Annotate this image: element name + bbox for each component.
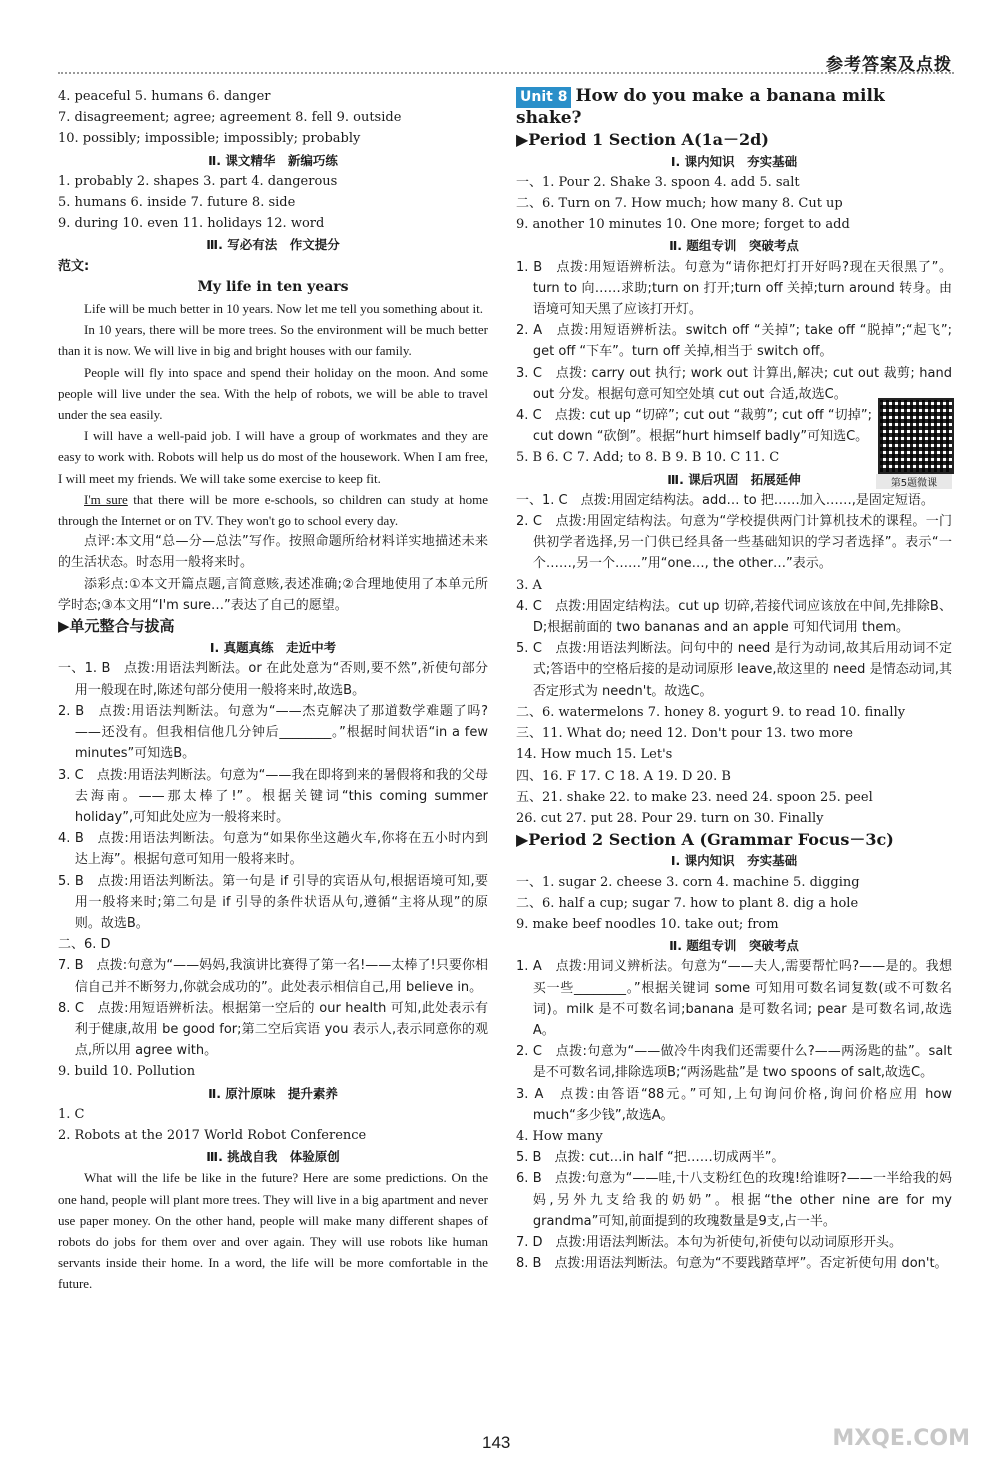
answer-item: 2. C 点拨:用固定结构法。句意为“学校提供两门计算机技术的课程。一门供初学者选择,另一门供已经具备一些基础知识的学习者选择”。表示“一个……,另一个……”用“one…, the other…”表示。 xyxy=(516,514,952,572)
unit-review-heading: ▶单元整合与拔高 xyxy=(58,617,175,636)
section-heading: Ⅱ. 课文精华 新编巧练 xyxy=(208,152,338,168)
left-column xyxy=(58,86,488,1295)
unit-badge: Unit 8 xyxy=(516,87,571,108)
qr-code-icon[interactable] xyxy=(878,398,954,474)
answer-line: 9. another 10 minutes 10. One more; forget to add xyxy=(516,217,850,233)
section-heading: Ⅲ. 写必有法 作文提分 xyxy=(206,237,340,253)
answer-item: 7. D 点拨:用语法判断法。本句为祈使句,祈使句以动词原形开头。 xyxy=(516,1234,903,1250)
essay-paragraph xyxy=(58,489,488,531)
qr-label: 第5题微课 xyxy=(876,474,952,489)
answer-line: 五、21. shake 22. to make 23. need 24. spoon 25. peel xyxy=(516,789,873,805)
answer-item: 5. B 点拨:用语法判断法。第一句是 if 引导的宾语从句,根据语境可知,要用一般将来时;第二句是 if 引导的条件状语从句,遵循“主将从现”的原则。故选B。 xyxy=(58,873,488,931)
answer-item: 2. B 点拨:用语法判断法。句意为“——杰克解决了那道数学难题了吗?——还没有。但我相信他几分钟后________。”根据时间状语“in a few minutes”可知选B。 xyxy=(58,703,488,762)
answer-line: 一、1. sugar 2. cheese 3. corn 4. machine 5. digging xyxy=(516,874,860,890)
essay-paragraph: People will fly into space and spend their holiday on the moon. And some people will live under the sea. With the help of robots, we will be able to travel under the sea easily. xyxy=(58,364,488,423)
section-heading: Ⅱ. 题组专训 突破考点 xyxy=(669,238,799,254)
underlined-phrase: I'm sure xyxy=(84,491,128,507)
unit-title xyxy=(516,86,952,129)
answer-line: 4. How many xyxy=(516,1128,603,1144)
highlight-note: 添彩点:①本文开篇点题,言简意赅,表述准确;②合理地使用了本单元所学时态;③本文用“I'm sure…”表达了自己的愿望。 xyxy=(58,576,488,613)
answer-item: 7. B 点拨:句意为“——妈妈,我演讲比赛得了第一名!——太棒了!只要你相信自己并不断努力,你就会成功的”。此处表示相信自己,用 believe in。 xyxy=(58,958,488,995)
section-heading: Ⅲ. 课后巩固 拓展延伸 xyxy=(667,471,801,487)
essay-paragraph: Life will be much better in 10 years. Now let me tell you something about it. xyxy=(84,301,483,317)
answer-line: 四、16. F 17. C 18. A 19. D 20. B xyxy=(516,768,731,784)
answer-line: 4. peaceful 5. humans 6. danger xyxy=(58,89,271,104)
essay-paragraph: I will have a well-paid job. I will have a group of workmates and they are easy to work with. Robots will help us do most of the housework. When I am free, I will meet my friends. We will take some exercise to keep fit. xyxy=(58,428,488,486)
answer-item: 3. A 点拨:由答语“88元。”可知,上句询问价格,询问价格应用 how much“多少钱”,故选A。 xyxy=(516,1086,952,1123)
answer-line: 9. during 10. even 11. holidays 12. word xyxy=(58,216,325,232)
answer-line: 2. Robots at the 2017 World Robot Conference xyxy=(58,1127,367,1143)
answer-line: 二、6. Turn on 7. How much; how many 8. Cut up xyxy=(516,196,843,212)
answer-item: 一、1. C 点拨:用固定结构法。add… to 把……加入……,是固定短语。 xyxy=(516,492,934,508)
answer-item: 8. B 点拨:用语法判断法。句意为“不要践踏草坪”。否定祈使句用 don't。 xyxy=(516,1256,948,1272)
answer-item: 4. B 点拨:用语法判断法。句意为“如果你坐这趟火车,你将在五小时内到达上海”。根据句意可知用一般将来时。 xyxy=(58,831,488,868)
answer-line: 5. B 6. C 7. Add; to 8. B 9. B 10. C 11. C xyxy=(516,450,780,466)
answer-line: 9. make beef noodles 10. take out; from xyxy=(516,916,779,932)
answer-line: 7. disagreement; agree; agreement 8. fell 9. outside xyxy=(58,110,402,126)
answer-line: 1. probably 2. shapes 3. part 4. dangerous xyxy=(58,173,338,189)
answer-item: 2. A 点拨:用短语辨析法。switch off “关掉”; take off “脱掉”;“起飞”; get off “下车”。turn off 关掉,相当于 switch off。 xyxy=(516,323,952,360)
answer-item: 4. C 点拨: cut up “切碎”; cut out “裁剪”; cut off “切掉”; cut down “砍倒”。根据“hurt himself badly”可知选C。 xyxy=(516,408,872,445)
answer-line: 26. cut 27. put 28. Pour 29. turn on 30. Finally xyxy=(516,810,824,826)
answer-item: 3. C 点拨: carry out 执行; work out 计算出,解决; cut out 裁剪; hand out 分发。根据句意可知空处填 cut out 合适,故选C。 xyxy=(516,365,952,402)
essay-title: My life in ten years xyxy=(197,278,349,295)
answer-line: 1. C xyxy=(58,1106,85,1122)
answer-line: 14. How much 15. Let's xyxy=(516,747,673,763)
answer-item: 4. C 点拨:用固定结构法。cut up 切碎,若接代词应该放在中间,先排除B、D;根据前面的 two bananas and an apple 可知代词用 them。 xyxy=(516,598,952,636)
section-heading: Ⅱ. 题组专训 突破考点 xyxy=(669,938,799,954)
period-heading: ▶Period 1 Section A(1a－2d) xyxy=(516,130,769,150)
section-heading: Ⅰ. 课内知识 夯实基础 xyxy=(670,853,798,869)
answer-line: 3. A xyxy=(516,577,542,593)
answer-item: 1. A 点拨:用词义辨析法。句意为“——夫人,需要帮忙吗?——是的。我想买一些________。”根据关键词 some 可知用可数名词复数(或不可数名词)。milk 是不可数名词;banana 是可数名词; pear 是可数名词,故选A。 xyxy=(516,959,952,1038)
header-divider xyxy=(58,72,954,74)
answer-item: 8. C 点拨:用短语辨析法。根据第一空后的 our health 可知,此处表示有利于健康,故用 be good for;第二空后宾语 you 表示人,表示同意你的观点,所以用 agree with。 xyxy=(58,1000,488,1059)
right-column xyxy=(516,86,952,1274)
section-heading: Ⅱ. 原汁原味 提升素养 xyxy=(208,1085,338,1101)
essay-paragraph: In 10 years, there will be more trees. So the environment will be much better than it is now. We will live in big and bright houses with our family. xyxy=(58,322,488,359)
sample-label: 范文: xyxy=(58,258,90,274)
answer-line: 5. humans 6. inside 7. future 8. side xyxy=(58,195,296,211)
answer-line: 二、6. half a cup; sugar 7. how to plant 8. dig a hole xyxy=(516,895,859,911)
answer-item: 一、1. B 点拨:用语法判断法。or 在此处意为“否则,要不然”,祈使句部分用一般现在时,陈述句部分使用一般将来时,故选B。 xyxy=(58,661,488,698)
watermark-logo: MXQE.COM xyxy=(832,1426,970,1451)
answer-item: 5. C 点拨:用语法判断法。问句中的 need 是行为动词,故其后用动词不定式;答语中的空格后接的是动词原形 leave,故这里的 need 是情态动词,其否定形式为 needn't。故选C。 xyxy=(516,641,952,699)
answer-line: 二、6. watermelons 7. honey 8. yogurt 9. to read 10. finally xyxy=(516,704,906,720)
comment: 点评:本文用“总—分—总法”写作。按照命题所给材料详实地描述未来的生活状态。时态用一般将来时。 xyxy=(58,534,488,571)
answer-item: 二、6. D xyxy=(58,937,111,953)
page-number: 143 xyxy=(482,1433,511,1452)
answer-item: 3. C 点拨:用语法判断法。句意为“——我在即将到来的暑假将和我的父母去海南。——那太棒了!”。根据关键词“this coming summer holiday”,可知此处应为一般将来时。 xyxy=(58,767,488,825)
original-paragraph: What will the life be like in the future? Here are some predictions. On the one hand, people will plant more trees. They will live in a big apartment and never use paper money. On the other hand, people will make many different shapes of robots do jobs for them over and over again. They will use robots like human servants inside their home. In a word, the life will be more comfortable in the future. xyxy=(58,1170,488,1292)
answer-item: 2. C 点拨:句意为“——做冷牛肉我们还需要什么?——两汤匙的盐”。salt 是不可数名词,排除选项B;“两汤匙盐”是 two spoons of salt,故选C。 xyxy=(516,1044,952,1081)
running-header: 参考答案及点拨 xyxy=(826,55,952,75)
answer-item: 5. B 点拨: cut…in half “把……切成两半”。 xyxy=(516,1150,785,1166)
section-heading: Ⅰ. 真题真练 走近中考 xyxy=(209,640,337,656)
answer-line: 9. build 10. Pollution xyxy=(58,1064,196,1080)
answer-item: 1. B 点拨:用短语辨析法。句意为“请你把灯打开好吗?现在天很黑了”。turn to 向……求助;turn on 打开;turn off 关掉;turn around 转身。由语境可知天黑了应该打开灯。 xyxy=(516,259,952,318)
answer-line: 一、1. Pour 2. Shake 3. spoon 4. add 5. salt xyxy=(516,174,800,190)
section-heading: Ⅰ. 课内知识 夯实基础 xyxy=(670,153,798,169)
answer-line: 三、11. What do; need 12. Don't pour 13. two more xyxy=(516,726,853,742)
section-heading: Ⅲ. 挑战自我 体验原创 xyxy=(206,1149,340,1165)
answer-line: 10. possibly; impossible; impossibly; probably xyxy=(58,131,361,147)
essay-text: that there will be more e-schools, so children can study at home through the Internet or on TV. They won't go to school every day. xyxy=(58,491,488,529)
answer-item: 6. B 点拨:句意为“——哇,十八支粉红色的玫瑰!给谁呀?——一半给我的妈妈,另外九支给我的奶奶”。根据“the other nine are for my grandma”可知,前面提到的玫瑰数量是9支,占一半。 xyxy=(516,1171,952,1229)
period-heading: ▶Period 2 Section A (Grammar Focus－3c) xyxy=(516,830,894,850)
unit-title-text: How do you make a banana milk shake? xyxy=(516,86,885,129)
